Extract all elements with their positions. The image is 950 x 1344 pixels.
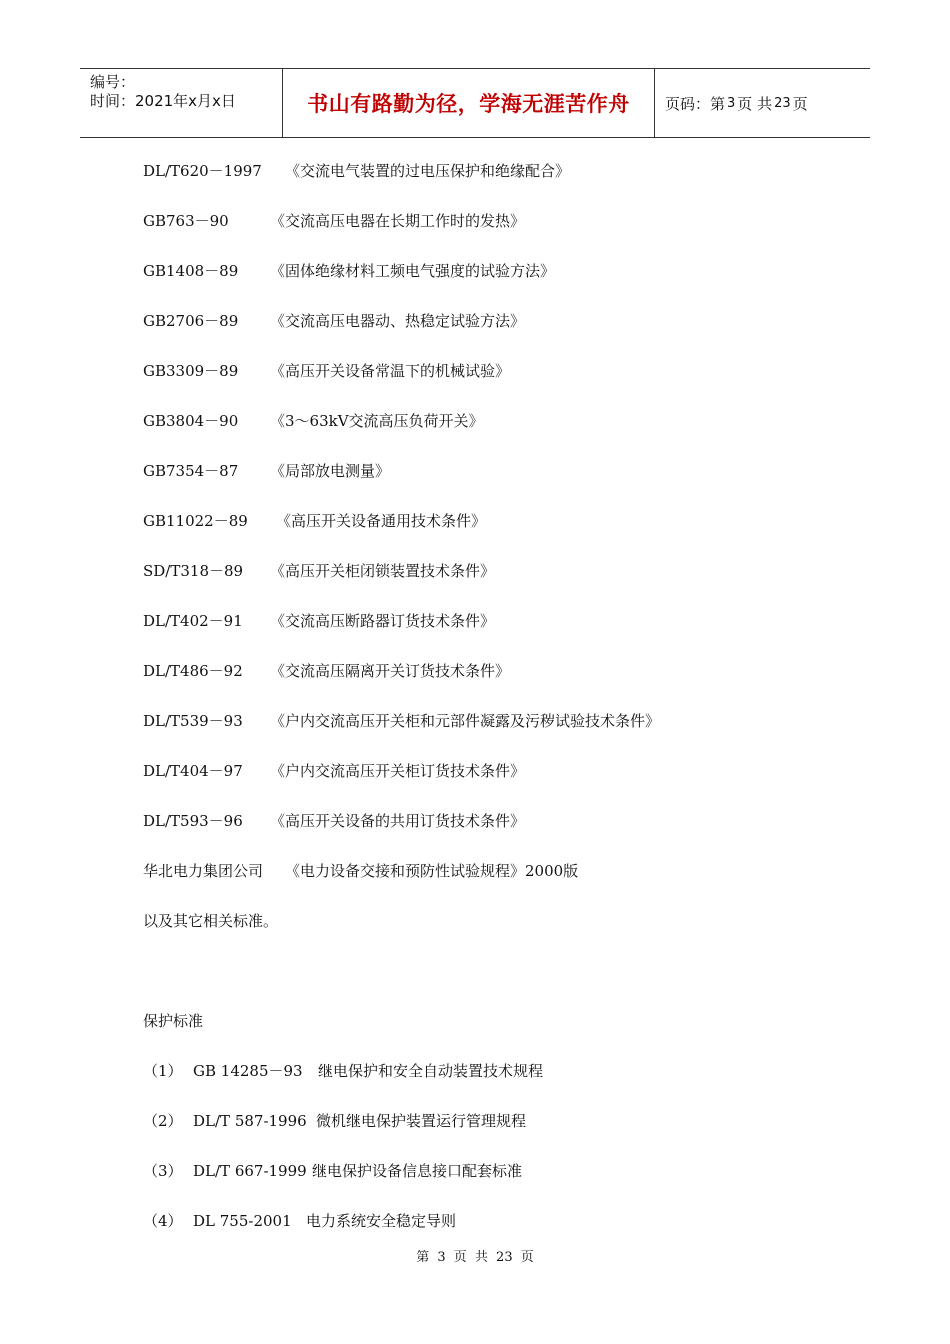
page-suffix: 页 bbox=[792, 94, 808, 113]
spacer bbox=[143, 960, 863, 1010]
item-number: （1） bbox=[143, 1062, 183, 1080]
standards-list bbox=[143, 160, 863, 910]
standard-title: 《局部放电测量》 bbox=[270, 462, 391, 480]
standard-item bbox=[143, 360, 863, 410]
standard-item bbox=[143, 510, 863, 560]
standard-code: DL/T620－1997 bbox=[143, 162, 262, 180]
standard-title: 《高压开关柜闭锁装置技术条件》 bbox=[270, 562, 496, 580]
standard-code: 华北电力集团公司 bbox=[143, 862, 264, 880]
standard-item bbox=[143, 160, 863, 210]
standard-code: DL/T402－91 bbox=[143, 612, 243, 630]
page-header bbox=[80, 68, 870, 138]
standard-code: DL/T593－96 bbox=[143, 812, 243, 830]
standard-title: 《交流高压断路器订货技术条件》 bbox=[270, 612, 496, 630]
standard-code: DL/T486－92 bbox=[143, 662, 243, 680]
item-code: DL/T 587-1996 bbox=[193, 1112, 307, 1130]
standard-item bbox=[143, 610, 863, 660]
item-title: 电力系统安全稳定导则 bbox=[306, 1212, 457, 1230]
item-title: 继电保护和安全自动装置技术规程 bbox=[318, 1062, 544, 1080]
number-label: 编号： bbox=[90, 73, 136, 91]
standard-code: GB763－90 bbox=[143, 212, 229, 230]
header-page-number bbox=[655, 69, 870, 137]
standard-title: 《交流高压电器在长期工作时的发热》 bbox=[270, 212, 526, 230]
standard-code: GB3804－90 bbox=[143, 412, 239, 430]
standard-code: DL/T539－93 bbox=[143, 712, 243, 730]
page-current: 3 bbox=[727, 95, 736, 111]
standard-title: 《3～63kV交流高压负荷开关》 bbox=[270, 412, 484, 430]
standard-title: 《交流高压电器动、热稳定试验方法》 bbox=[270, 312, 526, 330]
standard-code: GB1408－89 bbox=[143, 262, 239, 280]
standard-code: SD/T318－89 bbox=[143, 562, 244, 580]
standard-title: 《交流高压隔离开关订货技术条件》 bbox=[270, 662, 511, 680]
protection-list bbox=[143, 1060, 863, 1260]
section-heading: 保护标准 bbox=[143, 1012, 204, 1030]
standard-item bbox=[143, 210, 863, 260]
standard-title: 《户内交流高压开关柜订货技术条件》 bbox=[270, 762, 526, 780]
standard-item bbox=[143, 760, 863, 810]
standard-title: 《高压开关设备通用技术条件》 bbox=[276, 512, 487, 530]
standard-code: GB2706－89 bbox=[143, 312, 239, 330]
standard-item bbox=[143, 260, 863, 310]
standard-title: 《电力设备交接和预防性试验规程》2000版 bbox=[285, 862, 579, 880]
standard-item bbox=[143, 460, 863, 510]
standard-title: 《高压开关设备常温下的机械试验》 bbox=[270, 362, 511, 380]
standard-title: 《高压开关设备的共用订货技术条件》 bbox=[270, 812, 526, 830]
standard-item bbox=[143, 660, 863, 710]
page-total: 23 bbox=[774, 95, 791, 111]
document-body bbox=[143, 160, 863, 1260]
item-code: GB 14285－93 bbox=[193, 1062, 303, 1080]
standard-code: GB11022－89 bbox=[143, 512, 248, 530]
standard-item bbox=[143, 310, 863, 360]
item-code: DL 755-2001 bbox=[193, 1212, 292, 1230]
item-number: （3） bbox=[143, 1162, 183, 1180]
standard-item bbox=[143, 710, 863, 760]
closing-line: 以及其它相关标准。 bbox=[143, 912, 279, 930]
page-prefix: 页码：第 bbox=[665, 94, 726, 113]
item-title: 继电保护设备信息接口配套标准 bbox=[312, 1162, 523, 1180]
standard-title: 《户内交流高压开关柜和元部件凝露及污秽试验技术条件》 bbox=[270, 712, 661, 730]
standard-code: GB3309－89 bbox=[143, 362, 239, 380]
standard-item bbox=[143, 560, 863, 610]
protection-item bbox=[143, 1160, 863, 1210]
page-middle: 页 共 bbox=[737, 94, 773, 113]
item-number: （2） bbox=[143, 1112, 183, 1130]
header-motto: 书山有路勤为径，学海无涯苦作舟 bbox=[282, 69, 655, 137]
standard-code: DL/T404－97 bbox=[143, 762, 243, 780]
protection-item bbox=[143, 1060, 863, 1110]
standard-code: GB7354－87 bbox=[143, 462, 239, 480]
protection-item bbox=[143, 1110, 863, 1160]
date-label: 时间：2021年x月x日 bbox=[90, 92, 236, 110]
item-number: （4） bbox=[143, 1212, 183, 1230]
standard-item bbox=[143, 410, 863, 460]
item-code: DL/T 667-1999 bbox=[193, 1162, 307, 1180]
page-footer: 第 3 页 共 23 页 bbox=[416, 1250, 534, 1265]
standard-title: 《固体绝缘材料工频电气强度的试验方法》 bbox=[270, 262, 556, 280]
header-meta bbox=[80, 69, 282, 137]
standard-item bbox=[143, 860, 863, 910]
item-title: 微机继电保护装置运行管理规程 bbox=[316, 1112, 527, 1130]
standard-item bbox=[143, 810, 863, 860]
standard-title: 《交流电气装置的过电压保护和绝缘配合》 bbox=[285, 162, 571, 180]
